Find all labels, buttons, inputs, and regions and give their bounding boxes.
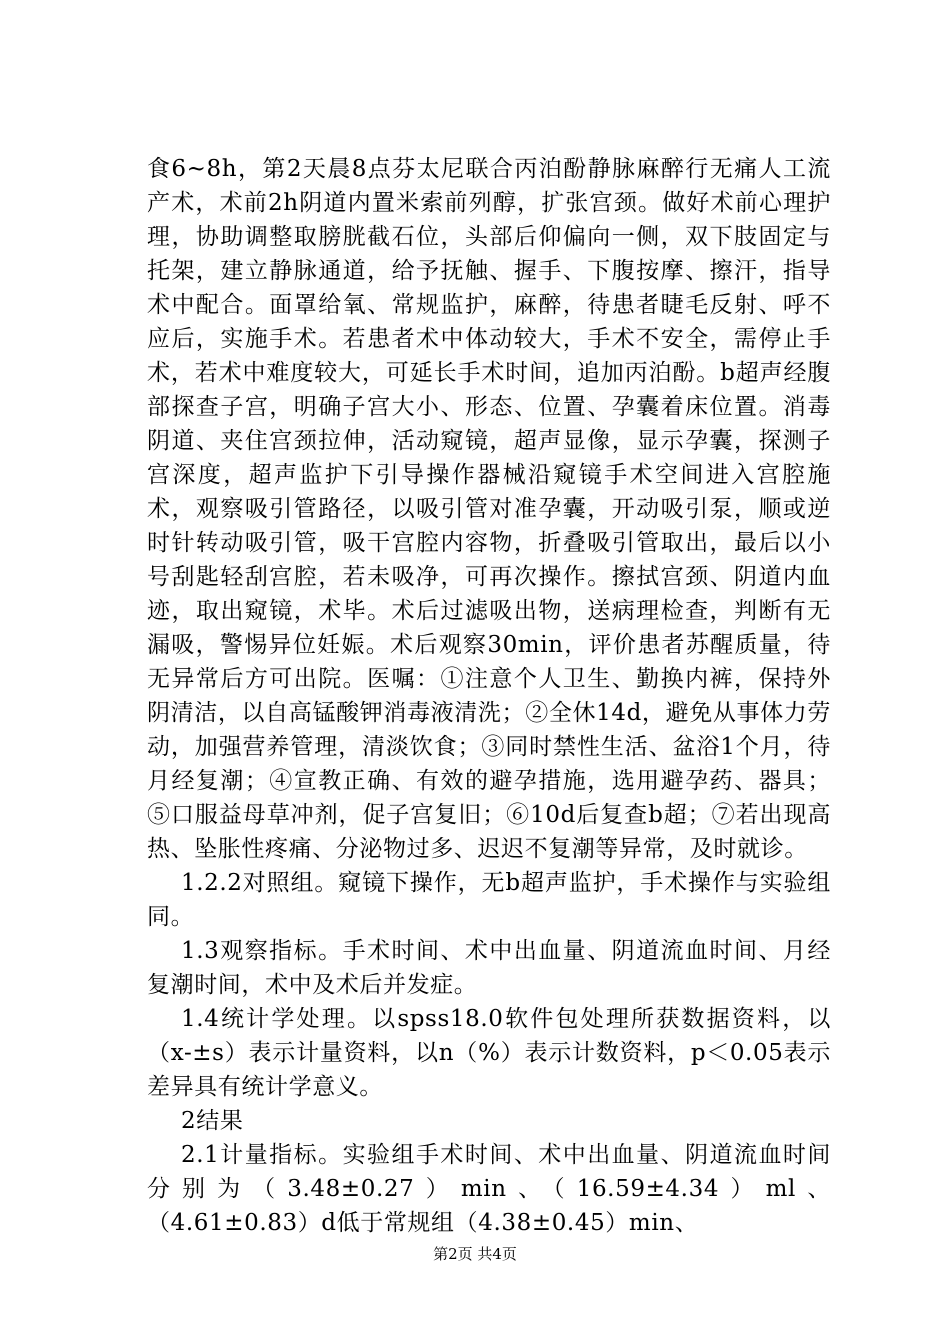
paragraph-measurement-indicators: 2.1计量指标。实验组手术时间、术中出血量、阴道流血时间分别为（3.48±0.27）min、（16.59±4.34）ml、（4.61±0.83）d低于常规组（4.38±0.45）min、 xyxy=(147,1142,831,1236)
paragraph-control-group: 1.2.2对照组。窥镜下操作，无b超声监护，手术操作与实验组同。 xyxy=(147,870,831,930)
section-heading-results: 2结果 xyxy=(181,1108,244,1134)
paragraph-procedure: 食6~8h，第2天晨8点芬太尼联合丙泊酚静脉麻醉行无痛人工流产术，术前2h阴道内置米索前列醇，扩张宫颈。做好术前心理护理，协助调整取膀胱截石位，头部后仰偏向一侧，双下肢固定与托架，建立静脉通道，给予抚触、握手、下腹按摩、擦汗，指导术中配合。面罩给氧、常规监护，麻醉，待患者睫毛反射、呼不应后，实施手术。若患者术中体动较大，手术不安全，需停止手术，若术中难度较大，可延长手术时间，追加丙泊酚。b超声经腹部探查子宫，明确子宫大小、形态、位置、孕囊着床位置。消毒阴道、夹住宫颈拉伸，活动窥镜，超声显像，显示孕囊，探测子宫深度，超声监护下引导操作器械沿窥镜手术空间进入宫腔施术，观察吸引管路径，以吸引管对准孕囊，开动吸引泵，顺或逆时针转动吸引管，吸干宫腔内容物，折叠吸引管取出，最后以小号刮匙轻刮宫腔，若未吸净，可再次操作。擦拭宫颈、阴道内血迹，取出窥镜，术毕。术后过滤吸出物，送病理检查，判断有无漏吸，警惕异位妊娠。术后观察30min，评价患者苏醒质量，待无异常后方可出院。医嘱：①注意个人卫生、勤换内裤，保持外阴清洁，以自高锰酸钾消毒液清洗；②全休14d，避免从事体力劳动，加强营养管理，清淡饮食；③同时禁性生活、盆浴1个月，待月经复潮；④宣教正确、有效的避孕措施，选用避孕药、器具；⑤口服益母草冲剂，促子宫复旧；⑥10d后复查b超；⑦若出现高热、坠胀性疼痛、分泌物过多、迟迟不复潮等异常，及时就诊。 xyxy=(147,156,831,862)
page-footer: 第2页 共4页 xyxy=(433,1245,517,1263)
paragraph-statistics: 1.4统计学处理。以spss18.0软件包处理所获数据资料，以（x-±s）表示计量资料，以n（%）表示计数资料，p＜0.05表示差异具有统计学意义。 xyxy=(147,1006,831,1100)
document-body xyxy=(147,152,831,1240)
paragraph-observation-indicators: 1.3观察指标。手术时间、术中出血量、阴道流血时间、月经复潮时间，术中及术后并发症。 xyxy=(147,938,831,998)
